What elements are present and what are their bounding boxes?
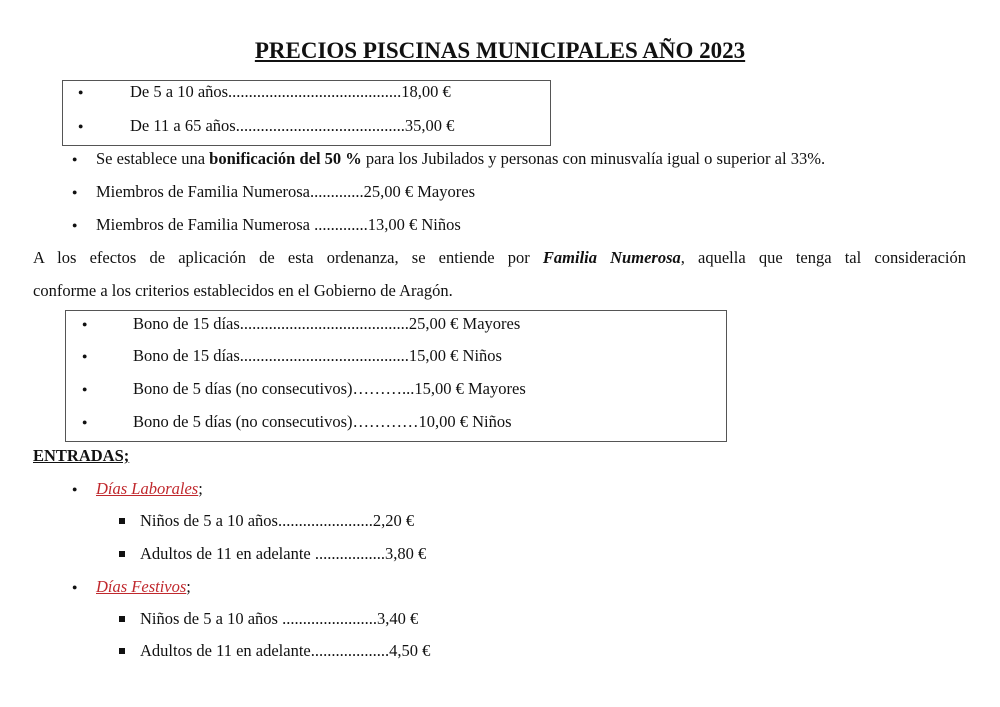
square-bullet-icon [119, 518, 125, 524]
dias-laborales-label [96, 479, 203, 499]
entrada-item: Niños de 5 a 10 años.......................2,20 € [140, 511, 415, 530]
bonificacion-post: para los Jubilados y personas con minusvalía igual o superior al 33%. [361, 149, 826, 168]
price-item: De 5 a 10 años..........................................18,00 € [130, 82, 451, 101]
square-bullet-icon [119, 648, 125, 654]
square-bullet-icon [119, 551, 125, 557]
entradas-heading: ENTRADAS; [33, 446, 130, 465]
paragraph-pre: A los efectos de aplicación de esta ordenanza, se entiende por [33, 248, 543, 267]
bullet-icon: ● [72, 484, 78, 494]
bullet-icon: ● [78, 121, 84, 131]
bullet-icon: ● [72, 582, 78, 592]
familia-mayores: Miembros de Familia Numerosa.............25,00 € Mayores [96, 182, 475, 201]
bullet-icon: ● [82, 351, 88, 361]
bullet-icon: ● [78, 87, 84, 97]
bullet-icon: ● [82, 384, 88, 394]
dias-laborales-text: Días Laborales [96, 479, 199, 498]
bullet-icon: ● [72, 154, 78, 164]
square-bullet-icon [119, 616, 125, 622]
familia-ninos: Miembros de Familia Numerosa .............13,00 € Niños [96, 215, 461, 234]
entrada-item: Niños de 5 a 10 años .......................3,40 € [140, 609, 419, 628]
bonificacion-bold: bonificación del 50 % [209, 149, 362, 168]
bullet-icon: ● [82, 417, 88, 427]
entrada-item: Adultos de 11 en adelante .................3,80 € [140, 544, 427, 563]
price-item: De 11 a 65 años.........................................35,00 € [130, 116, 455, 135]
bullet-icon: ● [72, 220, 78, 230]
familia-numerosa-emph: Familia Numerosa [542, 248, 681, 267]
page-title: PRECIOS PISCINAS MUNICIPALES AÑO 2023 [254, 38, 746, 63]
paragraph-post: , aquella que tenga tal consideración [680, 248, 966, 267]
dias-festivos-text: Días Festivos [96, 577, 187, 596]
bono-item: Bono de 5 días (no consecutivos)………...15,00 € Mayores [133, 379, 526, 398]
paragraph-line-2: conforme a los criterios establecidos en el Gobierno de Aragón. [33, 281, 453, 300]
dias-laborales-suffix: ; [198, 479, 203, 498]
entrada-item: Adultos de 11 en adelante...................4,50 € [140, 641, 431, 660]
paragraph-line-1 [33, 248, 966, 268]
bono-item: Bono de 5 días (no consecutivos)…………10,00 € Niños [133, 412, 512, 431]
dias-festivos-suffix: ; [186, 577, 191, 596]
bonificacion-pre: Se establece una [96, 149, 210, 168]
bullet-icon: ● [82, 319, 88, 329]
dias-festivos-label [96, 577, 191, 597]
bonificacion-text [96, 149, 825, 169]
bullet-icon: ● [72, 187, 78, 197]
bono-item: Bono de 15 días.........................................15,00 € Niños [133, 346, 502, 365]
bono-item: Bono de 15 días.........................................25,00 € Mayores [133, 314, 521, 333]
